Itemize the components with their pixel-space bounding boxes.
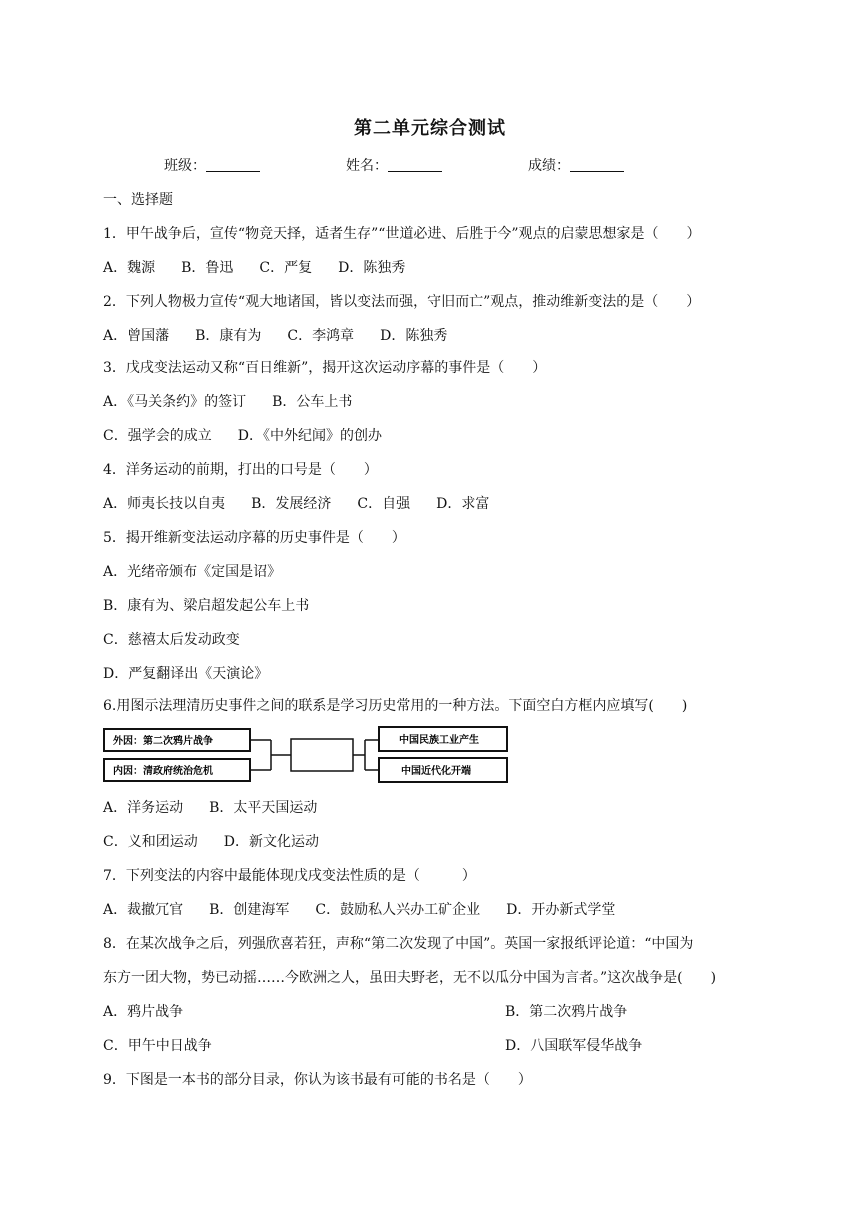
class-blank[interactable] (206, 157, 260, 172)
option: C．鼓励私人兴办工矿企业 (315, 902, 481, 918)
option: A．鸦片战争 (103, 1004, 184, 1020)
option: A．曾国藩 (103, 328, 170, 344)
option: D．陈独秀 (338, 260, 406, 276)
option: D．八国联军侵华战争 (505, 1038, 643, 1054)
question-stem: 3．戊戌变法运动又称“百日维新”，揭开这次运动序幕的事件是（ ） (103, 360, 547, 376)
flow-diagram (103, 722, 513, 784)
option: C．慈禧太后发动政变 (103, 632, 240, 648)
question-options (103, 495, 515, 513)
score-field (528, 155, 624, 175)
option: A．魏源 (103, 260, 156, 276)
score-blank[interactable] (570, 157, 624, 172)
class-field (164, 155, 260, 175)
page-title: 第二单元综合测试 (354, 118, 506, 139)
option: D．《中外纪闻》的创办 (237, 428, 382, 444)
question-options (103, 901, 641, 919)
option: A．洋务运动 (103, 800, 184, 816)
option: B．公车上书 (272, 394, 353, 410)
option: B．发展经济 (251, 496, 332, 512)
question-stem: 2．下列人物极力宣传“观大地诸国，皆以变法而强，守旧而亡”观点，推动维新变法的是（ ） (103, 294, 701, 310)
option: C．甲午中日战争 (103, 1038, 212, 1054)
question-options (103, 1037, 643, 1055)
option: C．严复 (259, 260, 313, 276)
option: A．裁撤冗官 (103, 902, 184, 918)
question-options (103, 259, 431, 277)
question-stem: 9．下图是一本书的部分目录，你认为该书最有可能的书名是（ ） (103, 1072, 532, 1088)
option: D．严复翻译出《天演论》 (103, 666, 269, 682)
option: D．新文化运动 (223, 834, 319, 850)
question-stem: 7．下列变法的内容中最能体现戊戌变法性质的是（ ） (103, 868, 476, 884)
class-label: 班级： (164, 158, 206, 174)
question-options (103, 1003, 628, 1021)
option: C．义和团运动 (103, 834, 198, 850)
question-options (103, 393, 378, 411)
option: B．康有为 (195, 328, 262, 344)
option: C．李鸿章 (287, 328, 355, 344)
question-options (103, 327, 473, 345)
option: D．求富 (436, 496, 490, 512)
option: A．光绪帝颁布《定国是诏》 (103, 564, 282, 580)
option: B．太平天国运动 (209, 800, 318, 816)
question-stem: 8．在某次战争之后，列强欣喜若狂，声称“第二次发现了中国”。英国一家报纸评论道：“中国为 (103, 936, 694, 952)
diagram-label-result-2: 中国近代化开端 (401, 766, 471, 777)
diagram-label-external: 外因：第二次鸦片战争 (113, 736, 213, 747)
option: B．第二次鸦片战争 (505, 1004, 628, 1020)
option: D．开办新式学堂 (506, 902, 616, 918)
name-field (346, 155, 442, 175)
question-stem: 5．揭开维新变法运动序幕的历史事件是（ ） (103, 530, 406, 546)
option: C．自强 (357, 496, 411, 512)
option: A．师夷长技以自夷 (103, 496, 226, 512)
diagram-label-result-1: 中国民族工业产生 (399, 735, 479, 746)
option: D．陈独秀 (380, 328, 448, 344)
question-stem: 6.用图示法理清历史事件之间的联系是学习历史常用的一种方法。下面空白方框内应填写( ) (103, 698, 688, 714)
diagram-label-internal: 内因：清政府统治危机 (113, 766, 213, 777)
option: C．强学会的成立 (103, 428, 212, 444)
question-options (103, 427, 408, 445)
option: B．创建海军 (209, 902, 290, 918)
option: B．康有为、梁启超发起公车上书 (103, 598, 310, 614)
section-heading: 一、选择题 (103, 192, 173, 208)
question-stem: 4．洋务运动的前期，打出的口号是（ ） (103, 462, 378, 478)
name-blank[interactable] (388, 157, 442, 172)
question-stem: 1．甲午战争后，宣传“物竞天择，适者生存”“世道必进、后胜于今”观点的启蒙思想家是（ ） (103, 226, 701, 242)
option: B．鲁迅 (181, 260, 234, 276)
diagram-blank-box[interactable] (291, 739, 353, 771)
question-options (103, 799, 343, 817)
question-options (103, 833, 345, 851)
option: A．《马关条约》的签订 (103, 394, 247, 410)
question-stem-continued: 东方一团大物，势已动摇……今欧洲之人，虽田夫野老，无不以瓜分中国为言者。”这次战争是( ) (103, 970, 717, 986)
name-label: 姓名： (346, 158, 388, 174)
score-label: 成绩： (528, 158, 570, 174)
